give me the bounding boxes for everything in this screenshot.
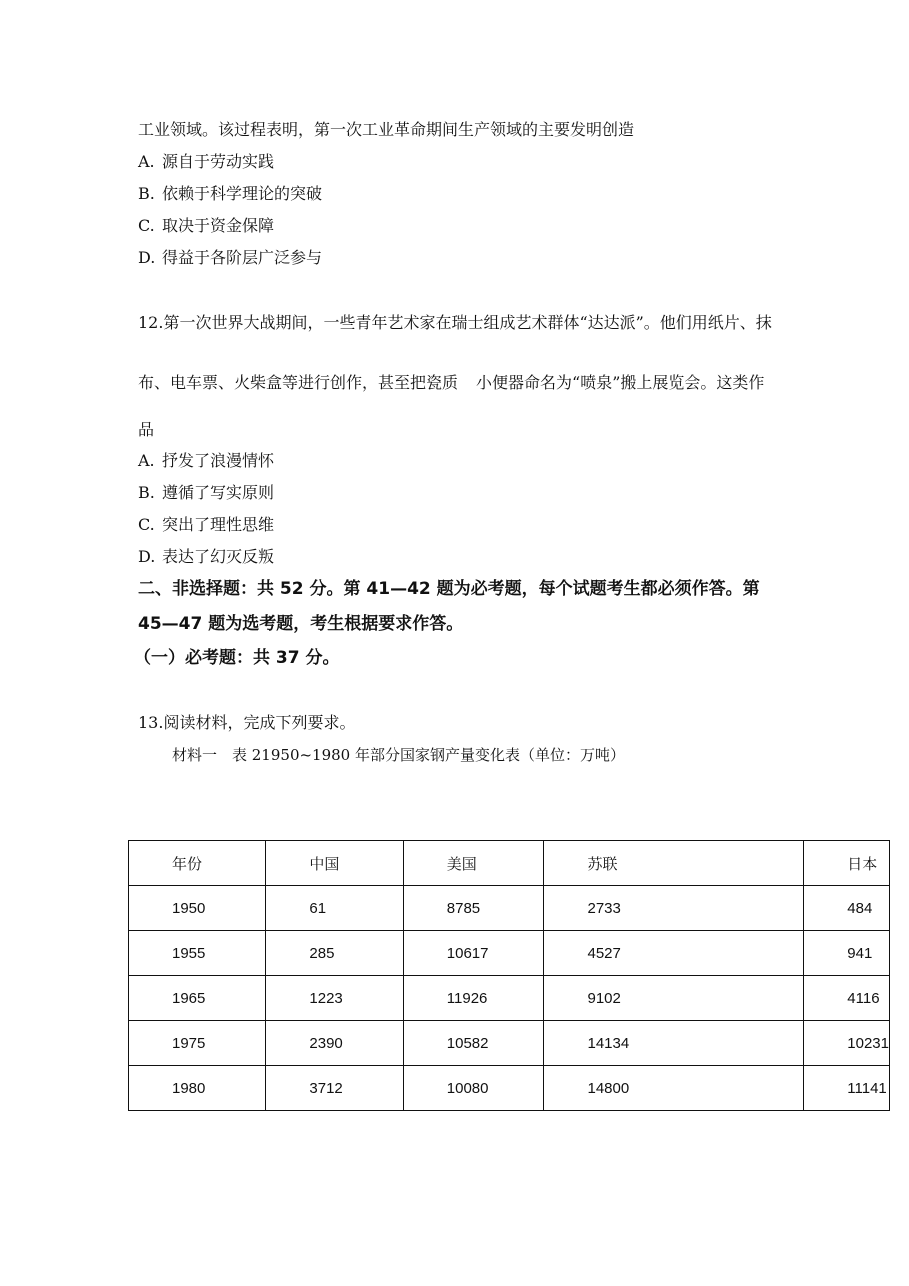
question-12-text-line3: 品 xyxy=(138,420,155,439)
table-row xyxy=(129,886,890,931)
option-text: 抒发了浪漫情怀 xyxy=(162,451,275,470)
steel-output-table xyxy=(128,840,890,1111)
question-12-text-line1: 12.第一次世界大战期间，一些青年艺术家在瑞士组成艺术群体“达达派”。他们用纸片、抹 xyxy=(138,313,772,332)
table-cell: 1965 xyxy=(129,976,266,1021)
table-row xyxy=(129,1066,890,1111)
table-cell: 8785 xyxy=(403,886,544,931)
section-heading-line2: 45—47 题为选考题，考生根据要求作答。 xyxy=(138,614,464,634)
option-letter: C. xyxy=(138,216,155,235)
question-12-text-line2 xyxy=(138,373,764,393)
table-cell: 10582 xyxy=(403,1021,544,1066)
table-cell: 484 xyxy=(804,886,890,931)
option-a[interactable] xyxy=(138,152,274,172)
option-c[interactable] xyxy=(138,216,274,236)
option-text: 表达了幻灭反叛 xyxy=(162,547,275,566)
table-header-row xyxy=(129,841,890,886)
material-caption: 材料一 表 21950~1980 年部分国家钢产量变化表（单位：万吨） xyxy=(172,746,625,764)
option-letter: B. xyxy=(138,184,155,203)
option-b[interactable] xyxy=(138,184,322,204)
option-letter: C. xyxy=(138,515,155,534)
option-letter: D. xyxy=(138,547,156,566)
option-text: 依赖于科学理论的突破 xyxy=(162,184,323,203)
option-text: 遵循了写实原则 xyxy=(162,483,275,502)
section-heading-line1: 二、非选择题：共 52 分。第 41—42 题为必考题，每个试题考生都必须作答。第 xyxy=(138,579,760,599)
table-cell: 1955 xyxy=(129,931,266,976)
option-text: 得益于各阶层广泛参与 xyxy=(162,248,323,267)
table-cell: 61 xyxy=(266,886,403,931)
table-row xyxy=(129,976,890,1021)
option-d[interactable] xyxy=(138,248,322,268)
table-cell: 1975 xyxy=(129,1021,266,1066)
table-cell: 1950 xyxy=(129,886,266,931)
question-12-text-line2b: 小便器命名为“喷泉”搬上展览会。这类作 xyxy=(476,373,765,392)
option-text: 取决于资金保障 xyxy=(162,216,275,235)
option-letter: A. xyxy=(138,152,155,171)
option-letter: B. xyxy=(138,483,155,502)
table-cell: 1980 xyxy=(129,1066,266,1111)
question-text-tail: 工业领域。该过程表明，第一次工业革命期间生产领域的主要发明创造 xyxy=(138,120,635,139)
table-header-japan: 日本 xyxy=(804,841,890,886)
table-cell: 1223 xyxy=(266,976,403,1021)
option-d[interactable] xyxy=(138,547,274,567)
option-c[interactable] xyxy=(138,515,274,535)
table-cell: 2390 xyxy=(266,1021,403,1066)
table-cell: 3712 xyxy=(266,1066,403,1111)
table-cell: 10617 xyxy=(403,931,544,976)
table-cell: 4116 xyxy=(804,976,890,1021)
option-text: 源自于劳动实践 xyxy=(162,152,275,171)
table-row xyxy=(129,931,890,976)
option-letter: A. xyxy=(138,451,155,470)
subsection-heading: （一）必考题：共 37 分。 xyxy=(134,648,340,668)
option-a[interactable] xyxy=(138,451,274,471)
table-cell: 11926 xyxy=(403,976,544,1021)
question-13-intro: 13.阅读材料，完成下列要求。 xyxy=(138,713,356,732)
table-header-usa: 美国 xyxy=(403,841,544,886)
table-cell: 14800 xyxy=(544,1066,804,1111)
table-cell: 10080 xyxy=(403,1066,544,1111)
table-cell: 9102 xyxy=(544,976,804,1021)
option-letter: D. xyxy=(138,248,156,267)
table-row xyxy=(129,1021,890,1066)
table-cell: 2733 xyxy=(544,886,804,931)
table-cell: 10231 xyxy=(804,1021,890,1066)
table-cell: 14134 xyxy=(544,1021,804,1066)
table-header-year: 年份 xyxy=(129,841,266,886)
option-text: 突出了理性思维 xyxy=(162,515,275,534)
option-b[interactable] xyxy=(138,483,274,503)
table-cell: 4527 xyxy=(544,931,804,976)
table-header-china: 中国 xyxy=(266,841,403,886)
question-12-text-line2a: 布、电车票、火柴盒等进行创作，甚至把瓷质 xyxy=(138,373,459,392)
table-cell: 11141 xyxy=(804,1066,890,1111)
table-header-ussr: 苏联 xyxy=(544,841,804,886)
table-cell: 941 xyxy=(804,931,890,976)
table-cell: 285 xyxy=(266,931,403,976)
